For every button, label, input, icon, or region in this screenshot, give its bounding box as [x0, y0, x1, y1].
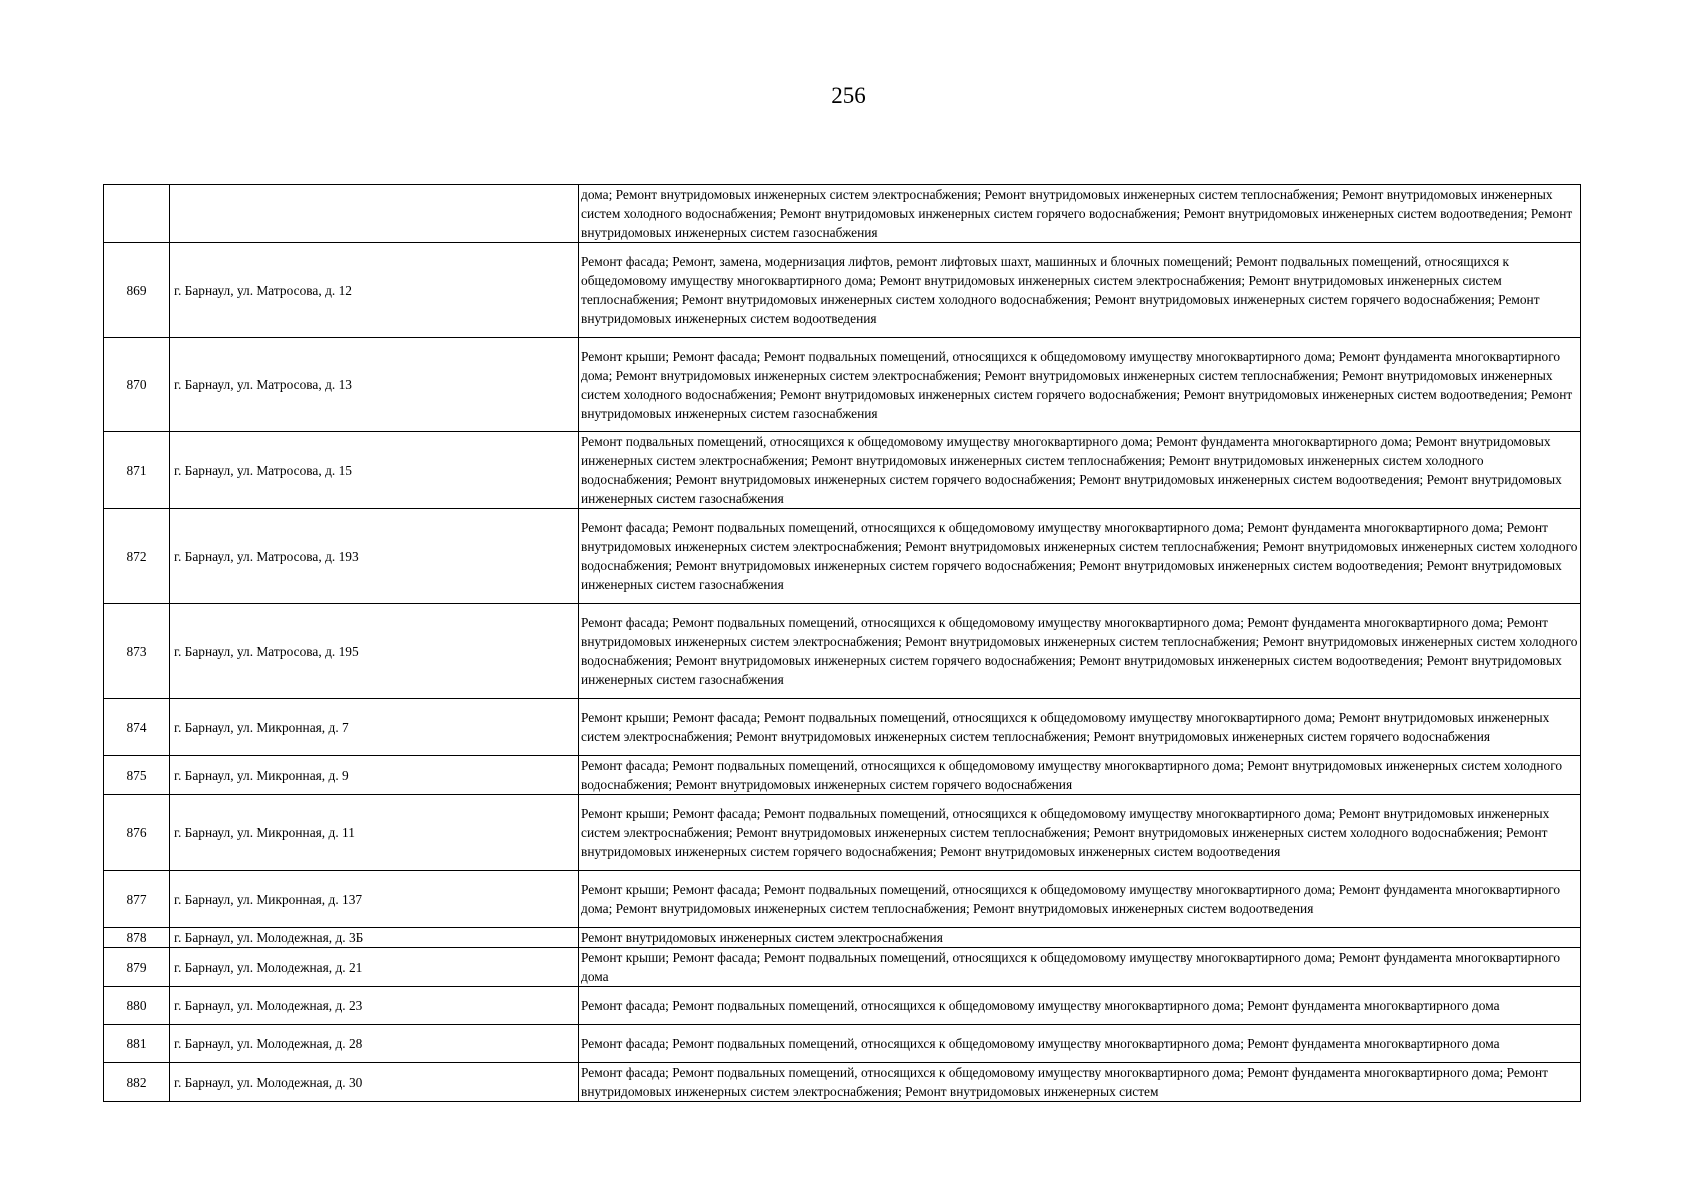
row-works: Ремонт крыши; Ремонт фасада; Ремонт подвальных помещений, относящихся к общедомовому имуществу многоквартирного дома; Ремонт внутридомовых инженерных систем электроснабжения; Ремонт внутридомовых инженерных систем теплоснабжения; Ремонт внутридомовых инженерных систем холодного водоснабжения; Ремонт внутридомовых инженерных систем горячего водоснабжения; Ремонт внутридомовых инженерных систем водоотведения — [579, 795, 1581, 871]
table-row — [104, 756, 1581, 795]
table-row — [104, 509, 1581, 604]
row-works: Ремонт фасада; Ремонт, замена, модернизация лифтов, ремонт лифтовых шахт, машинных и блочных помещений; Ремонт подвальных помещений, относящихся к общедомовому имуществу многоквартирного дома; Ремонт внутридомовых инженерных систем электроснабжения; Ремонт внутридомовых инженерных систем теплоснабжения; Ремонт внутридомовых инженерных систем холодного водоснабжения; Ремонт внутридомовых инженерных систем горячего водоснабжения; Ремонт внутридомовых инженерных систем водоотведения — [579, 243, 1581, 338]
row-works: Ремонт крыши; Ремонт фасада; Ремонт подвальных помещений, относящихся к общедомовому имуществу многоквартирного дома; Ремонт фундамента многоквартирного дома; Ремонт внутридомовых инженерных систем электроснабжения; Ремонт внутридомовых инженерных систем теплоснабжения; Ремонт внутридомовых инженерных систем холодного водоснабжения; Ремонт внутридомовых инженерных систем горячего водоснабжения; Ремонт внутридомовых инженерных систем водоотведения; Ремонт внутридомовых инженерных систем газоснабжения — [579, 338, 1581, 432]
row-number: 869 — [104, 243, 170, 338]
row-number: 874 — [104, 699, 170, 756]
row-address: г. Барнаул, ул. Матросова, д. 13 — [170, 338, 579, 432]
page-number: 256 — [831, 83, 866, 108]
row-number: 872 — [104, 509, 170, 604]
table-row — [104, 699, 1581, 756]
table-row — [104, 795, 1581, 871]
row-works: Ремонт подвальных помещений, относящихся к общедомовому имуществу многоквартирного дома; Ремонт фундамента многоквартирного дома; Ремонт внутридомовых инженерных систем электроснабжения; Ремонт внутридомовых инженерных систем теплоснабжения; Ремонт внутридомовых инженерных систем холодного водоснабжения; Ремонт внутридомовых инженерных систем горячего водоснабжения; Ремонт внутридомовых инженерных систем водоотведения; Ремонт внутридомовых инженерных систем газоснабжения — [579, 432, 1581, 509]
row-address: г. Барнаул, ул. Молодежная, д. 23 — [170, 987, 579, 1025]
row-address: г. Барнаул, ул. Микронная, д. 9 — [170, 756, 579, 795]
row-number: 876 — [104, 795, 170, 871]
row-address: г. Барнаул, ул. Молодежная, д. 30 — [170, 1063, 579, 1102]
row-works: Ремонт крыши; Ремонт фасада; Ремонт подвальных помещений, относящихся к общедомовому имуществу многоквартирного дома; Ремонт фундамента многоквартирного дома — [579, 948, 1581, 987]
row-address: г. Барнаул, ул. Матросова, д. 12 — [170, 243, 579, 338]
row-number: 873 — [104, 604, 170, 699]
table-row — [104, 1063, 1581, 1102]
table-row — [104, 948, 1581, 987]
row-works: Ремонт фасада; Ремонт подвальных помещений, относящихся к общедомовому имуществу многоквартирного дома; Ремонт фундамента многоквартирного дома; Ремонт внутридомовых инженерных систем электроснабжения; Ремонт внутридомовых инженерных систем теплоснабжения; Ремонт внутридомовых инженерных систем холодного водоснабжения; Ремонт внутридомовых инженерных систем горячего водоснабжения; Ремонт внутридомовых инженерных систем водоотведения; Ремонт внутридомовых инженерных систем газоснабжения — [579, 604, 1581, 699]
row-works: Ремонт фасада; Ремонт подвальных помещений, относящихся к общедомовому имуществу многоквартирного дома; Ремонт фундамента многоквартирного дома — [579, 987, 1581, 1025]
row-number — [104, 185, 170, 243]
table-row — [104, 338, 1581, 432]
row-address: г. Барнаул, ул. Микронная, д. 11 — [170, 795, 579, 871]
row-address: г. Барнаул, ул. Молодежная, д. 28 — [170, 1025, 579, 1063]
row-number: 881 — [104, 1025, 170, 1063]
row-number: 871 — [104, 432, 170, 509]
row-works: Ремонт фасада; Ремонт подвальных помещений, относящихся к общедомовому имуществу многоквартирного дома; Ремонт фундамента многоквартирного дома; Ремонт внутридомовых инженерных систем электроснабжения; Ремонт внутридомовых инженерных систем — [579, 1063, 1581, 1102]
row-address: г. Барнаул, ул. Матросова, д. 15 — [170, 432, 579, 509]
row-works: Ремонт фасада; Ремонт подвальных помещений, относящихся к общедомовому имуществу многоквартирного дома; Ремонт фундамента многоквартирного дома; Ремонт внутридомовых инженерных систем электроснабжения; Ремонт внутридомовых инженерных систем теплоснабжения; Ремонт внутридомовых инженерных систем холодного водоснабжения; Ремонт внутридомовых инженерных систем горячего водоснабжения; Ремонт внутридомовых инженерных систем водоотведения; Ремонт внутридомовых инженерных систем газоснабжения — [579, 509, 1581, 604]
table-row — [104, 185, 1581, 243]
row-address: г. Барнаул, ул. Матросова, д. 195 — [170, 604, 579, 699]
row-number: 878 — [104, 928, 170, 948]
row-number: 877 — [104, 871, 170, 928]
table-row — [104, 432, 1581, 509]
table-row — [104, 1025, 1581, 1063]
table-row — [104, 987, 1581, 1025]
row-address — [170, 185, 579, 243]
table-row — [104, 604, 1581, 699]
row-works: дома; Ремонт внутридомовых инженерных систем электроснабжения; Ремонт внутридомовых инженерных систем теплоснабжения; Ремонт внутридомовых инженерных систем холодного водоснабжения; Ремонт внутридомовых инженерных систем горячего водоснабжения; Ремонт внутридомовых инженерных систем водоотведения; Ремонт внутридомовых инженерных систем газоснабжения — [579, 185, 1581, 243]
table-row — [104, 243, 1581, 338]
row-works: Ремонт фасада; Ремонт подвальных помещений, относящихся к общедомовому имуществу многоквартирного дома; Ремонт внутридомовых инженерных систем холодного водоснабжения; Ремонт внутридомовых инженерных систем горячего водоснабжения — [579, 756, 1581, 795]
table-row — [104, 871, 1581, 928]
row-works: Ремонт крыши; Ремонт фасада; Ремонт подвальных помещений, относящихся к общедомовому имуществу многоквартирного дома; Ремонт фундамента многоквартирного дома; Ремонт внутридомовых инженерных систем теплоснабжения; Ремонт внутридомовых инженерных систем водоотведения — [579, 871, 1581, 928]
row-address: г. Барнаул, ул. Микронная, д. 7 — [170, 699, 579, 756]
row-number: 882 — [104, 1063, 170, 1102]
row-number: 875 — [104, 756, 170, 795]
repair-registry-table — [103, 184, 1581, 1102]
row-address: г. Барнаул, ул. Молодежная, д. 21 — [170, 948, 579, 987]
row-address: г. Барнаул, ул. Микронная, д. 137 — [170, 871, 579, 928]
table-row — [104, 928, 1581, 948]
row-number: 879 — [104, 948, 170, 987]
row-number: 870 — [104, 338, 170, 432]
row-works: Ремонт внутридомовых инженерных систем электроснабжения — [579, 928, 1581, 948]
row-number: 880 — [104, 987, 170, 1025]
row-works: Ремонт фасада; Ремонт подвальных помещений, относящихся к общедомовому имуществу многоквартирного дома; Ремонт фундамента многоквартирного дома — [579, 1025, 1581, 1063]
row-works: Ремонт крыши; Ремонт фасада; Ремонт подвальных помещений, относящихся к общедомовому имуществу многоквартирного дома; Ремонт внутридомовых инженерных систем электроснабжения; Ремонт внутридомовых инженерных систем теплоснабжения; Ремонт внутридомовых инженерных систем горячего водоснабжения — [579, 699, 1581, 756]
row-address: г. Барнаул, ул. Матросова, д. 193 — [170, 509, 579, 604]
row-address: г. Барнаул, ул. Молодежная, д. 3Б — [170, 928, 579, 948]
